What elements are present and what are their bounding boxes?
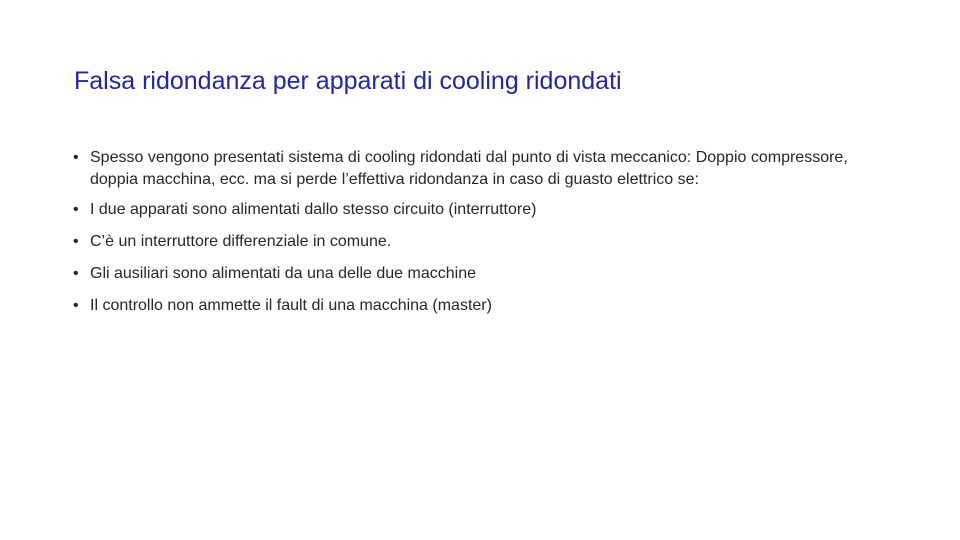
bullet-text: I due apparati sono alimentati dallo stesso circuito (interruttore) bbox=[90, 201, 537, 218]
bullet-item bbox=[73, 231, 893, 253]
bullet-dot-icon: • bbox=[73, 265, 79, 282]
bullet-text: Il controllo non ammette il fault di una macchina (master) bbox=[90, 297, 492, 314]
bullet-text: C’è un interruttore differenziale in comune. bbox=[90, 233, 392, 250]
bullet-dot-icon: • bbox=[73, 297, 79, 314]
bullet-dot-icon: • bbox=[73, 149, 79, 166]
bullet-text: Gli ausiliari sono alimentati da una delle due macchine bbox=[90, 265, 476, 282]
bullet-item bbox=[73, 295, 893, 317]
bullet-list bbox=[73, 147, 893, 327]
bullet-dot-icon: • bbox=[73, 201, 79, 218]
bullet-dot-icon: • bbox=[73, 233, 79, 250]
bullet-item bbox=[73, 147, 893, 191]
bullet-item bbox=[73, 199, 893, 221]
slide-title: Falsa ridondanza per apparati di cooling ridondati bbox=[74, 67, 622, 95]
bullet-text: Spesso vengono presentati sistema di cooling ridondati dal punto di vista meccanico: Doppio compressore, doppia macchina, ecc. ma si perde l’effettiva ridondanza in caso di guasto elettrico se: bbox=[90, 149, 848, 188]
bullet-item bbox=[73, 263, 893, 285]
